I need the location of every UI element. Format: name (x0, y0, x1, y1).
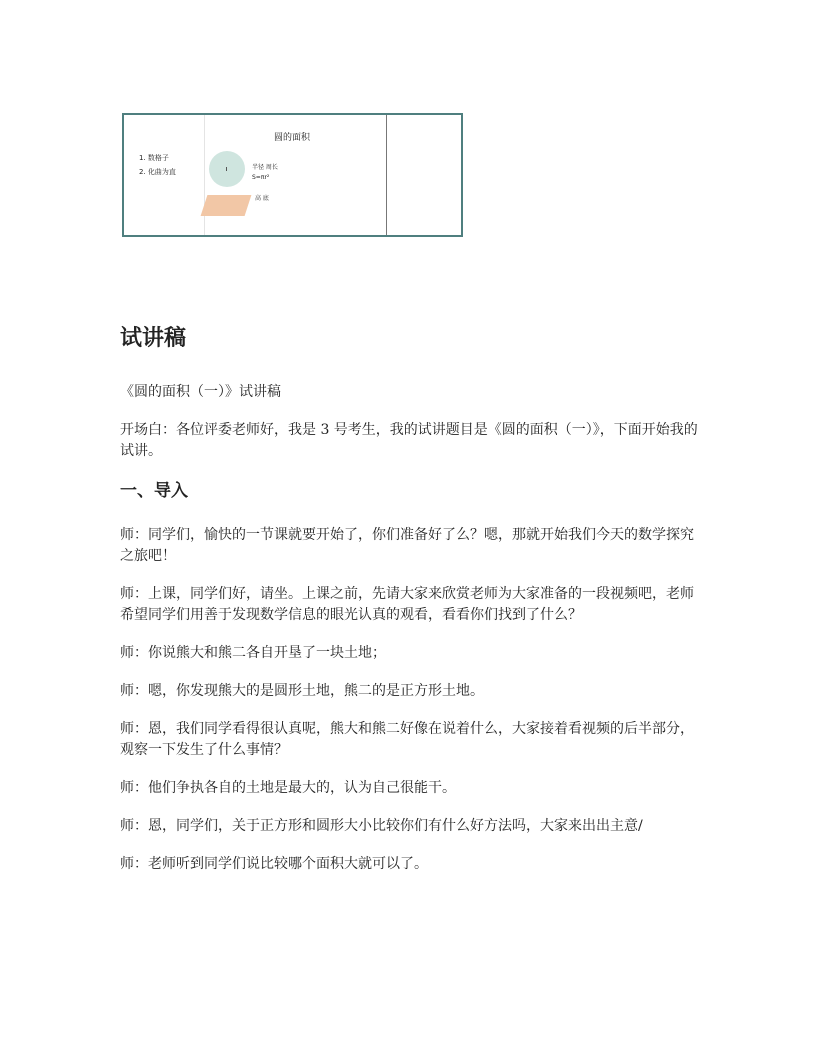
section-heading-introduction: 一、导入 (120, 481, 188, 501)
board-method-2: 2. 化曲为直 (139, 168, 176, 176)
paragraph: 师：他们争执各自的土地是最大的，认为自己很能干。 (120, 780, 456, 796)
paragraph: 师：嗯，你发现熊大的是圆形土地，熊二的是正方形土地。 (120, 683, 484, 699)
board-note-radius-circumference: 半径 周长 (252, 164, 278, 171)
circle-center-mark (226, 167, 227, 171)
paragraph: 师：同学们，愉快的一节课就要开始了，你们准备好了么？嗯，那就开始我们今天的数学探究之旅吧！ (120, 527, 694, 564)
paragraph: 师：恩，同学们，关于正方形和圆形大小比较你们有什么好方法吗，大家来出出主意/ (120, 818, 643, 834)
paragraph: 师：老师听到同学们说比较哪个面积大就可以了。 (120, 856, 428, 872)
blackboard-design (122, 113, 463, 237)
board-title: 圆的面积 (274, 133, 311, 143)
document-body (120, 322, 700, 892)
document-title: 试讲稿 (120, 326, 187, 351)
board-note-height-base: 高 底 (255, 195, 269, 202)
opening-paragraph: 开场白：各位评委老师好，我是 3 号考生，我的试讲题目是《圆的面积（一）》，下面开始我的试讲。 (120, 422, 698, 459)
board-left-divider (204, 115, 205, 235)
paragraph: 师：上课，同学们好，请坐。上课之前，先请大家来欣赏老师为大家准备的一段视频吧，老师希望同学们用善于发现数学信息的眼光认真的观看，看看你们找到了什么？ (120, 586, 694, 623)
circle-shape (209, 151, 245, 187)
document-subtitle: 《圆的面积（一）》试讲稿 (120, 384, 281, 400)
parallelogram-shape (201, 195, 252, 216)
paragraph: 师：你说熊大和熊二各自开垦了一块土地； (120, 645, 386, 661)
board-note-formula: S=πr² (252, 174, 270, 181)
board-method-1: 1. 数格子 (139, 154, 169, 162)
board-right-divider (386, 115, 387, 235)
paragraph: 师：恩，我们同学看得很认真呢，熊大和熊二好像在说着什么，大家接着看视频的后半部分，观察一下发生了什么事情？ (120, 721, 694, 758)
